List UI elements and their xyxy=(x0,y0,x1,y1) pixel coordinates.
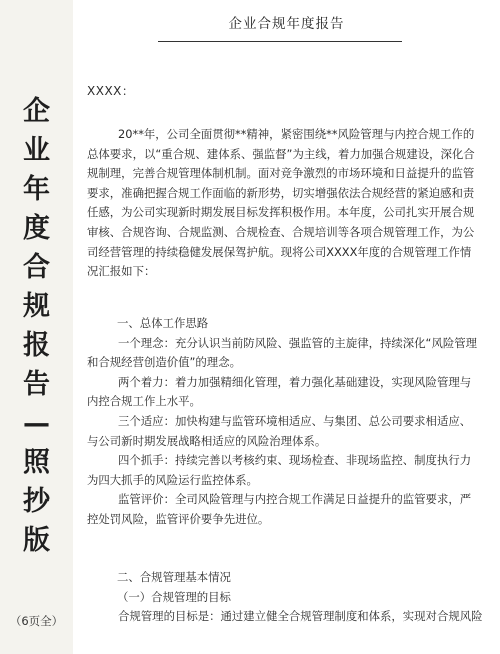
text-line: 任感，为公司实现新时期发展目标发挥积极作用。本年度，公司扎实开展合规 xyxy=(87,205,475,220)
title-char: 合 xyxy=(23,252,50,283)
text-line: 况汇报如下： xyxy=(87,264,156,279)
text-line: 合规管理的目标是：通过建立健全合规管理制度和体系，实现对合规风险 xyxy=(118,609,483,624)
title-char: 业 xyxy=(23,135,50,166)
section-heading: 一、总体工作思路 xyxy=(117,316,209,330)
text-line: 要求，准确把握合规工作面临的新形势，切实增强依法合规经营的紧迫感和责 xyxy=(87,185,475,200)
text-line: 为四大抓手的风险运行监控体系。 xyxy=(87,472,258,487)
text-line: 与公司新时期发展战略相适应的风险治理体系。 xyxy=(87,433,327,448)
sidebar xyxy=(0,0,73,654)
title-char: 报 xyxy=(23,330,50,361)
text-line: 三个适应：加快构建与监管环境相适应、与集团、总公司要求相适应、 xyxy=(118,413,472,428)
text-line: 监管评价：全司风险管理与内控合规工作满足日益提升的监管要求，严 xyxy=(118,492,472,507)
title-char: 照 xyxy=(23,447,50,478)
document-page xyxy=(73,0,500,654)
title-char: 企 xyxy=(23,96,50,127)
salutation: XXXX： xyxy=(87,84,135,98)
title-char: 规 xyxy=(23,291,50,322)
title-char: 版 xyxy=(23,525,50,556)
section-1 xyxy=(87,314,492,530)
intro-paragraph xyxy=(87,125,492,282)
text-line: 控处罚风险，监管评价要争先进位。 xyxy=(87,511,270,526)
section-2 xyxy=(87,568,492,627)
text-line: 两个着力：着力加强精细化管理，着力强化基础建设，实现风险管理与 xyxy=(118,374,472,389)
title-char: 度 xyxy=(23,213,50,244)
text-line: 审核、合规咨询、合规监测、合规检查、合规培训等各项合规管理工作，为公 xyxy=(87,224,475,239)
title-char: — xyxy=(23,408,50,439)
text-line: 20**年，公司全面贯彻**精神，紧密围绕**风险管理与内控合规工作的 xyxy=(118,127,475,141)
title-char: 年 xyxy=(23,174,50,205)
section-heading: 二、合规管理基本情况 xyxy=(117,570,231,584)
text-line: 总体要求，以“重合规、建体系、强监督”为主线，着力加强合规建设，深化合 xyxy=(87,146,475,161)
text-line: 司经营管理的持续稳健发展保驾护航。现将公司XXXX年度的合规管理工作情 xyxy=(87,244,472,259)
text-line: 和合规经营创造价值”的理念。 xyxy=(87,355,241,370)
title-char: 告 xyxy=(23,369,50,400)
page-count: （6页全） xyxy=(9,614,64,628)
text-line: 规制理，完善合规管理体制机制。面对竞争激烈的市场环境和日益提升的监管 xyxy=(87,166,475,181)
text-line: 四个抓手：持续完善以考核约束、现场检查、非现场监控、制度执行力 xyxy=(118,453,472,468)
page-title: 企业合规年度报告 xyxy=(228,16,345,32)
subsection-heading: （一）合规管理的目标 xyxy=(117,589,231,604)
vertical-title xyxy=(0,92,73,560)
text-line: 内控合规工作上水平。 xyxy=(87,394,201,409)
title-char: 抄 xyxy=(23,486,50,517)
header-divider xyxy=(158,41,402,42)
text-line: 一个理念：充分认识当前防风险、强监管的主旋律，持续深化“风险管理 xyxy=(118,335,478,350)
